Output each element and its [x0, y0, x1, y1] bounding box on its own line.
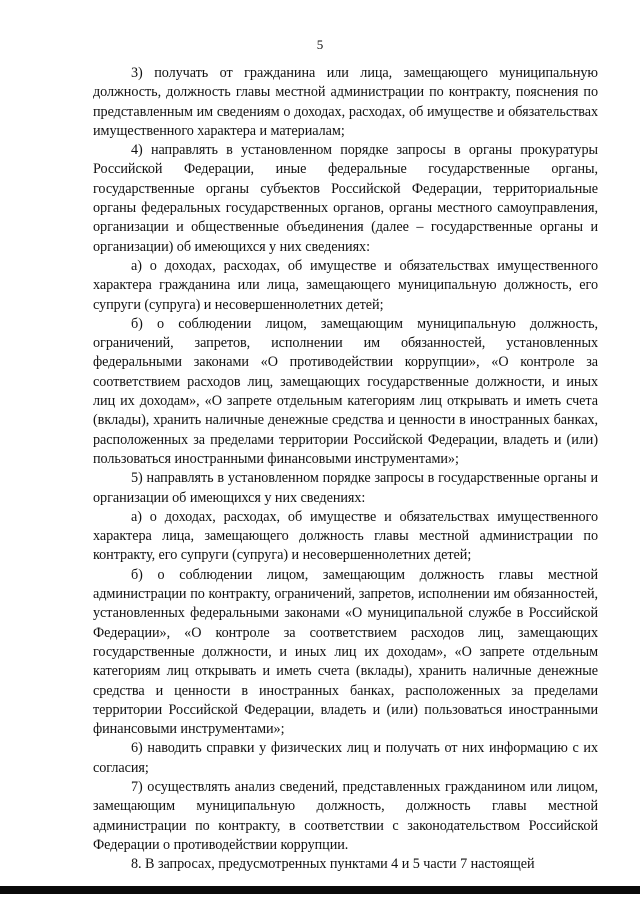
paragraph-4b-compliance-info: б) о соблюдении лицом, замещающим муниципальную должность, ограничений, запретов, исполнении им обязанностей, установленных федеральными законами «О противодействии коррупции», «О контроле за соответствием расходов лиц, замещающих государственные должности, и иных лиц их доходам», «О запрете отдельным категориям лиц открывать и иметь счета (вклады), хранить наличные денежные средства и ценности в иностранных банках, расположенных за пределами территории Российской Федерации, владеть и (или) пользоваться иностранными финансовыми инструментами»;: [93, 315, 598, 467]
paragraph-6-inquiries: 6) наводить справки у физических лиц и получать от них информацию с их согласия;: [93, 740, 598, 776]
page-number: 5: [316, 37, 324, 52]
paragraph-5-send-requests: 5) направлять в установленном порядке запросы в государственные органы и организации об имеющихся у них сведениях:: [93, 470, 598, 506]
paragraph-5b-compliance-info: б) о соблюдении лицом, замещающим должность главы местной администрации по контракту, ограничений, запретов, исполнении им обязанностей, установленных федеральными законами «О муниципальной службе в Российской Федерации», «О контроле за соответствием расходов лиц, замещающих государственные должности, и иных лиц их доходам», «О запрете отдельным категориям лиц открывать и иметь счета (вклады), хранить наличные денежные средства и ценности в иностранных банках, расположенных за пределами территории Российской Федерации, владеть и (или) пользоваться иностранными финансовыми инструментами»;: [93, 566, 598, 738]
paragraph-8-requests: 8. В запросах, предусмотренных пунктами 4 и 5 части 7 настоящей: [131, 856, 535, 873]
paragraph-7-analysis: 7) осуществлять анализ сведений, представленных гражданином или лицом, замещающим муниципальную должность, должность главы местной администрации по контракту, в соответствии с законодательством Российской Федерации о противодействии коррупции.: [93, 778, 598, 853]
paragraph-4a-income-info: а) о доходах, расходах, об имуществе и обязательствах имущественного характера гражданина или лица, замещающего муниципальную должность, его супруги (супруга) и несовершеннолетних детей;: [93, 257, 598, 313]
paragraph-4-send-requests: 4) направлять в установленном порядке запросы в органы прокуратуры Российской Федерации, иные федеральные государственные органы, государственные органы субъектов Российской Федерации, территориальные органы федеральных государственных органов, органы местного самоуправления, организации и общественные объединения (далее – государственные органы и организации) об имеющихся у них сведениях:: [93, 142, 598, 255]
paragraph-5a-income-info: а) о доходах, расходах, об имуществе и обязательствах имущественного характера лица, замещающего должность главы местной администрации по контракту, его супруги (супруга) и несовершеннолетних детей;: [93, 508, 598, 564]
document-body: [93, 64, 598, 874]
paragraph-3-clarifications: 3) получать от гражданина или лица, замещающего муниципальную должность, должность главы местной администрации по контракту, пояснения по представленным им сведениям о доходах, расходах, об имуществе и обязательствах имущественного характера и материалам;: [93, 65, 598, 139]
scan-bottom-edge: [0, 886, 640, 894]
